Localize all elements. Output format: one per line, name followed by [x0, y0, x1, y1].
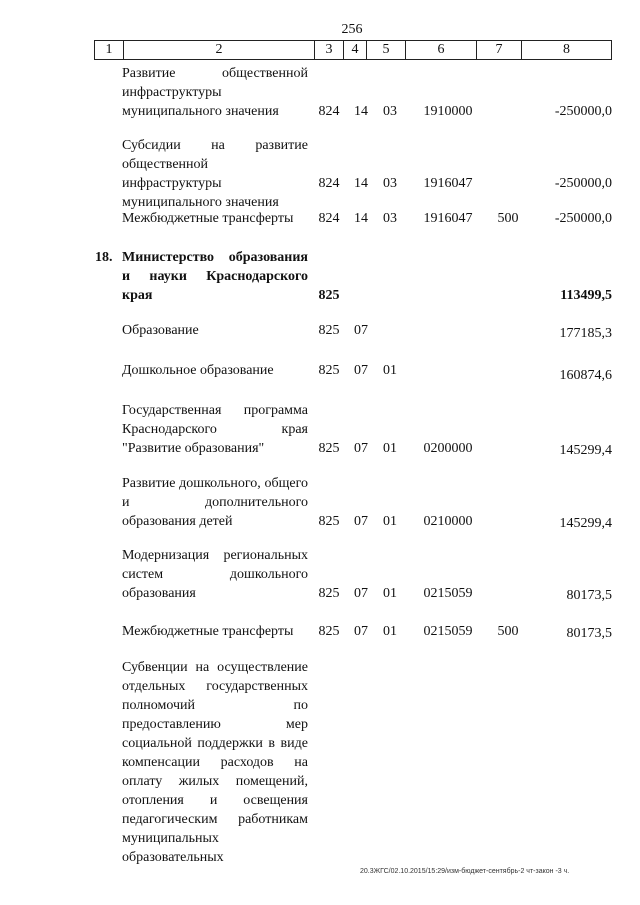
row-target-item: 1916047 — [423, 176, 473, 191]
row-amount: 160874,6 — [559, 368, 612, 383]
row-ministry-code: 825 — [318, 586, 340, 601]
row-target-item: 0210000 — [423, 514, 473, 529]
row-amount: -250000,0 — [554, 176, 612, 191]
row-amount: 145299,4 — [559, 443, 612, 458]
row-name: Межбюджетные трансферты — [122, 211, 294, 226]
row-ministry-code: 825 — [318, 441, 340, 456]
row-ministry-code: 824 — [318, 211, 340, 226]
row-name: Дошкольное образование — [122, 363, 274, 378]
row-target-item: 0215059 — [423, 624, 473, 639]
header-col-3: 3 — [315, 41, 344, 60]
row-name: Субвенции на осуществление отдельных государственных полномочий по предоставлению мер социальной поддержки в виде компенсации расходов на оплату жилых помещений, отопления и освещения педагогическим работникам муниципальных образовательных — [122, 660, 308, 865]
row-ministry-code: 824 — [318, 176, 340, 191]
header-col-2: 2 — [124, 41, 315, 60]
row-expense-type: 500 — [497, 624, 519, 639]
row-section: 07 — [354, 441, 368, 456]
row-name: Межбюджетные трансферты — [122, 624, 294, 639]
row-name: Министерство образования и науки Краснодарского края — [122, 250, 308, 303]
header-col-4: 4 — [344, 41, 367, 60]
row-subsection: 01 — [383, 586, 397, 601]
row-subsection: 03 — [383, 104, 397, 119]
row-section: 14 — [354, 176, 368, 191]
row-name: Развитие общественной инфраструктуры муниципального значения — [122, 66, 308, 119]
row-ministry-code: 825 — [318, 323, 340, 338]
row-amount: 177185,3 — [559, 326, 612, 341]
header-col-7: 7 — [477, 41, 522, 60]
row-ministry-code: 825 — [318, 624, 340, 639]
row-subsection: 03 — [383, 211, 397, 226]
row-section: 07 — [354, 363, 368, 378]
row-name: Государственная программа Краснодарского края "Развитие образования" — [122, 403, 308, 456]
row-ministry-code: 825 — [318, 288, 340, 303]
row-subsection: 01 — [383, 363, 397, 378]
row-name: Субсидии на развитие общественной инфраструктуры муниципального значения — [122, 138, 308, 210]
row-subsection: 01 — [383, 624, 397, 639]
document-footer: 20.3ЖГС/02.10.2015/15:29/изм-бюджет-сентябрь-2 чт-закон -3 ч. — [360, 868, 570, 875]
row-section: 14 — [354, 211, 368, 226]
row-subsection: 01 — [383, 441, 397, 456]
row-amount: 145299,4 — [559, 516, 612, 531]
row-target-item: 1910000 — [423, 104, 473, 119]
row-amount: 80173,5 — [566, 626, 612, 641]
header-col-1: 1 — [95, 41, 124, 60]
row-subsection: 03 — [383, 176, 397, 191]
page-number: 256 — [341, 22, 363, 37]
row-section: 14 — [354, 104, 368, 119]
row-amount: -250000,0 — [554, 104, 612, 119]
row-name: Модернизация региональных систем дошкольного образования — [122, 548, 308, 601]
row-target-item: 0215059 — [423, 586, 473, 601]
row-ministry-code: 825 — [318, 514, 340, 529]
row-name: Образование — [122, 323, 199, 338]
row-name: Развитие дошкольного, общего и дополнительного образования детей — [122, 476, 308, 529]
header-col-5: 5 — [367, 41, 406, 60]
header-col-8: 8 — [522, 41, 612, 60]
row-subsection: 01 — [383, 514, 397, 529]
row-ministry-code: 825 — [318, 363, 340, 378]
row-ministry-code: 824 — [318, 104, 340, 119]
row-target-item: 1916047 — [423, 211, 473, 226]
row-section: 07 — [354, 586, 368, 601]
row-section: 07 — [354, 624, 368, 639]
row-target-item: 0200000 — [423, 441, 473, 456]
row-section: 07 — [354, 323, 368, 338]
row-expense-type: 500 — [497, 211, 519, 226]
header-col-6: 6 — [406, 41, 477, 60]
row-number: 18. — [95, 250, 113, 265]
row-amount: 80173,5 — [566, 588, 612, 603]
row-section: 07 — [354, 514, 368, 529]
row-amount: 113499,5 — [560, 288, 612, 303]
row-amount: -250000,0 — [554, 211, 612, 226]
